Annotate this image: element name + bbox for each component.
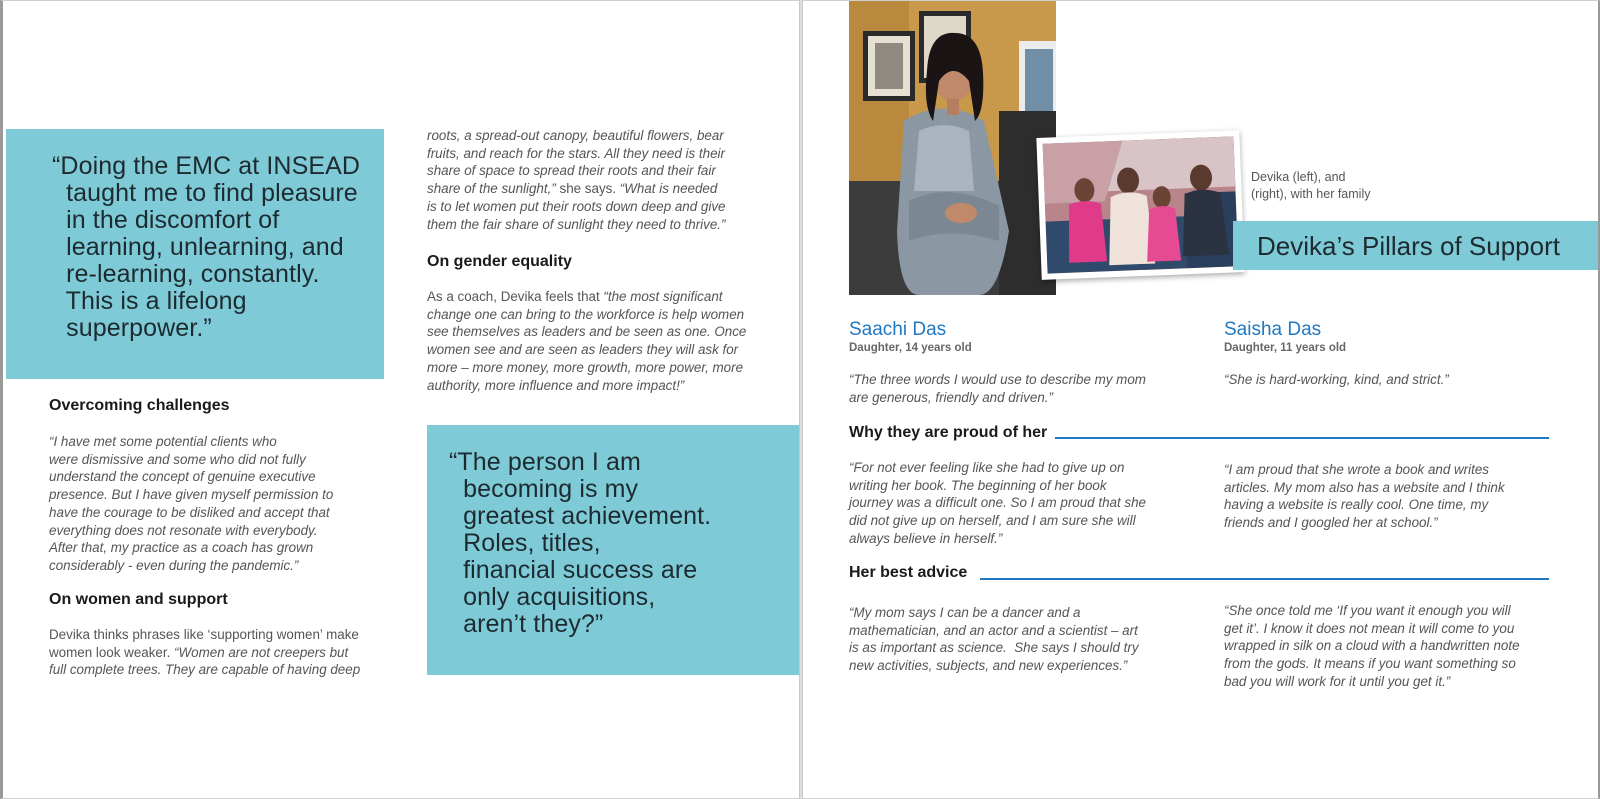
women-support-line-3: full complete trees. They are capable of having deep (49, 662, 361, 678)
rule-best-advice (980, 578, 1549, 580)
text-women-support-continued (427, 127, 726, 233)
child1-advice-text: “My mom says I can be a dancer and a mathematician, and an actor and a scientist – art is as important as science. She says I should try new activities, subjects, and new experiences.” (849, 605, 1139, 674)
continued-line-2: fruits, and reach for the stars. All they need is their (427, 145, 725, 161)
continued-line-6: them the fair share of sunlight they need to thrive.” (427, 216, 726, 232)
continued-line-4a: share of the sunlight,” (427, 181, 556, 197)
gender-line-1a: As a coach, Devika feels that (427, 289, 604, 304)
photo-caption: Devika (left), and (right), with her family (1251, 170, 1371, 201)
women-support-line-2b: “Women are not creepers but (174, 644, 349, 660)
child2-three-words: “She is hard-working, kind, and strict.” (1224, 372, 1449, 387)
child2-name: Saisha Das (1224, 319, 1322, 340)
continued-line-4c: “What is needed (619, 181, 718, 197)
continued-line-5: is to let women put their roots down deep and give (427, 198, 726, 214)
pillars-title: Devika’s Pillars of Support (1257, 231, 1560, 261)
continued-line-1: roots, a spread-out canopy, beautiful flowers, bear (427, 128, 724, 143)
gender-rest: change one can bring to the workforce is help women see themselves as leaders and be seen as one. Once women see and are seen as leaders they will ask for more – more money, more growth, more power, more authority, more influence and more impact!” (427, 306, 747, 393)
child1-proud-text: “For not ever feeling like she had to give up on writing her book. The beginning of her book journey was a difficult one. So I am proud that she did not give up on herself, and I am sure she will always believe in herself.” (849, 460, 1146, 546)
heading-overcoming-challenges: Overcoming challenges (49, 397, 230, 414)
child1-three-words: “The three words I would use to describe my mom are generous, friendly and driven.” (849, 372, 1146, 405)
continued-line-3: share of space to spread their roots and their fair (427, 163, 716, 179)
heading-why-proud: Why they are proud of her (849, 424, 1048, 441)
heading-gender-equality: On gender equality (427, 253, 572, 270)
text-women-support (49, 626, 360, 679)
rule-why-proud (1055, 437, 1549, 439)
pull-quote-insead (6, 129, 384, 379)
gender-line-1b: “the most significant (603, 289, 723, 304)
pull-quote-insead-text: “Doing the EMC at INSEAD taught me to find pleasure in the discomfort of learning, unlearning, and re-learning, constantly. This is a lifelong superpower.” (52, 152, 361, 342)
portrait-photo (849, 1, 1056, 295)
text-gender-equality (427, 288, 746, 394)
child2-proud-text: “I am proud that she wrote a book and writes articles. My mom also has a website and I think having a website is really cool. One time, my friends and I googled her at school.” (1224, 462, 1505, 531)
heading-women-support: On women and support (49, 591, 228, 608)
heading-best-advice: Her best advice (849, 564, 968, 581)
child1-name: Saachi Das (849, 319, 947, 340)
pull-quote-person (427, 425, 800, 675)
family-illustration (1043, 136, 1239, 273)
pillars-banner (1233, 221, 1599, 270)
continued-line-4b: she says. (555, 181, 620, 197)
text-overcoming-challenges: “I have met some potential clients who were dismissive and some who did not fully understand the concept of genuine executive presence. But I have given myself permission to have the courage to be disliked and accept that everything does not resonate with everybody. After that, my practice as a coach has grown considerably - even during the pandemic.” (49, 434, 334, 573)
child1-role: Daughter, 14 years old (849, 342, 972, 354)
right-page (802, 0, 1600, 799)
women-support-line-1: Devika thinks phrases like ‘supporting women’ make (49, 627, 359, 642)
family-photo (1036, 130, 1244, 280)
portrait-illustration (849, 1, 1056, 295)
child2-advice-text: “She once told me ‘If you want it enough you will get it’. I know it does not mean it will come to you wrapped in silk on a cloud with a handwritten note from the gods. It means if you want something so bad you will work for it until you get it.” (1224, 603, 1520, 689)
women-support-line-2a: women look weaker. (49, 644, 175, 660)
child2-role: Daughter, 11 years old (1224, 342, 1347, 354)
pull-quote-person-text: “The person I am becoming is my greatest achievement. Roles, titles, financial success are only acquisitions, aren’t they?” (449, 448, 712, 638)
family-photo-inner (1043, 136, 1239, 273)
